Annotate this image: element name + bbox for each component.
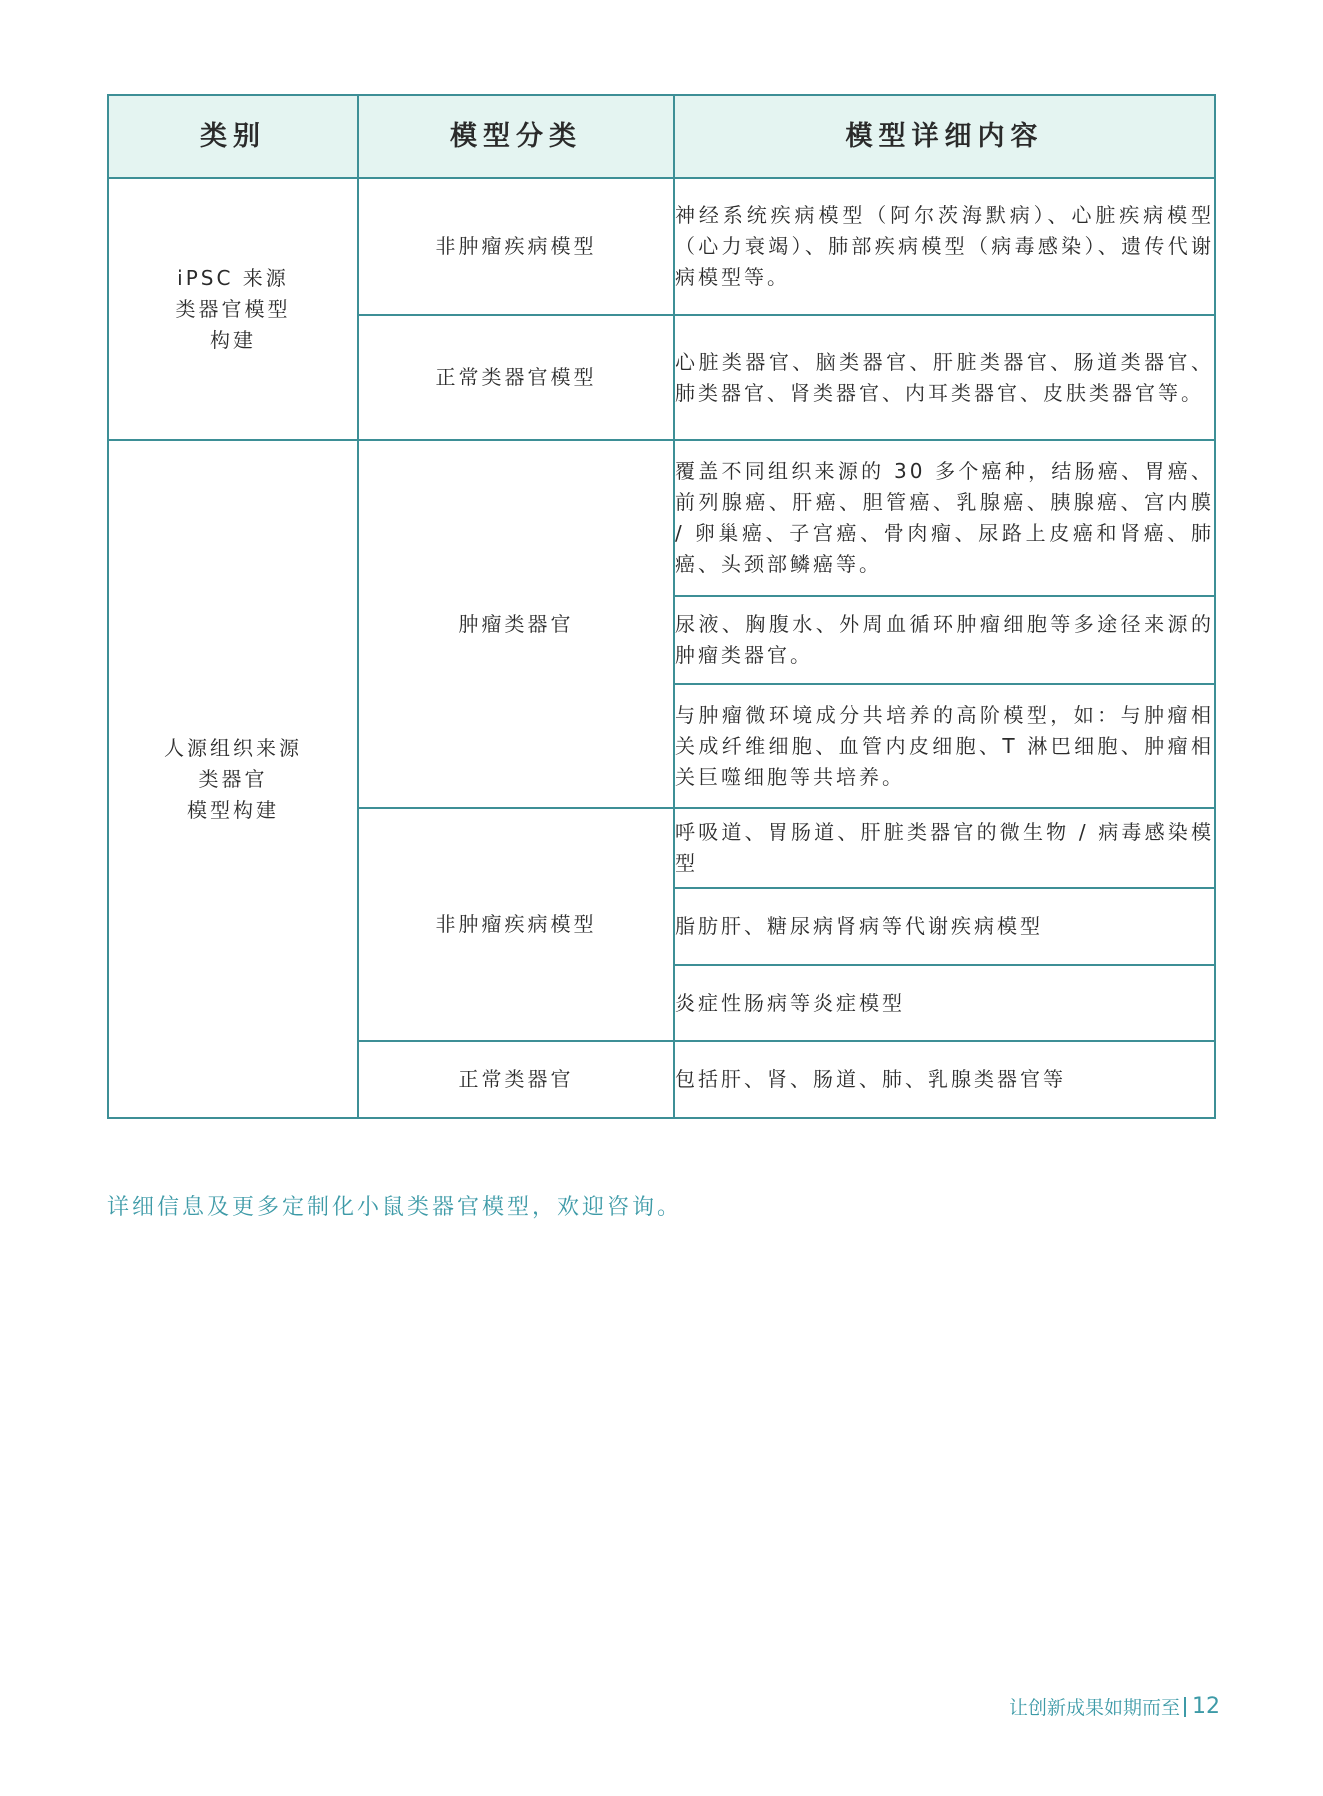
detail-cell: 包括肝、肾、肠道、肺、乳腺类器官等 bbox=[674, 1041, 1215, 1118]
header-model-details: 模型详细内容 bbox=[674, 95, 1215, 178]
table-row bbox=[108, 440, 1215, 596]
footer-slogan: 让创新成果如期而至 bbox=[1008, 1697, 1180, 1719]
header-model-type: 模型分类 bbox=[358, 95, 674, 178]
subtype-cell: 非肿瘤疾病模型 bbox=[358, 808, 674, 1041]
page-number: 12 bbox=[1192, 1694, 1220, 1719]
detail-cell: 心脏类器官、脑类器官、肝脏类器官、肠道类器官、肺类器官、肾类器官、内耳类器官、皮肤类器官等。 bbox=[674, 315, 1215, 440]
table-row bbox=[108, 178, 1215, 315]
subtype-cell: 正常类器官 bbox=[358, 1041, 674, 1118]
header-category: 类别 bbox=[108, 95, 358, 178]
contact-note: 详细信息及更多定制化小鼠类器官模型，欢迎咨询。 bbox=[107, 1195, 683, 1220]
subtype-cell: 肿瘤类器官 bbox=[358, 440, 674, 808]
subtype-cell: 正常类器官模型 bbox=[358, 315, 674, 440]
detail-cell: 呼吸道、胃肠道、肝脏类器官的微生物 / 病毒感染模型 bbox=[674, 808, 1215, 888]
detail-cell: 神经系统疾病模型（阿尔茨海默病）、心脏疾病模型（心力衰竭）、肺部疾病模型（病毒感染）、遗传代谢病模型等。 bbox=[674, 178, 1215, 315]
detail-cell: 与肿瘤微环境成分共培养的高阶模型，如：与肿瘤相关成纤维细胞、血管内皮细胞、T 淋巴细胞、肿瘤相关巨噬细胞等共培养。 bbox=[674, 684, 1215, 808]
detail-cell: 尿液、胸腹水、外周血循环肿瘤细胞等多途径来源的肿瘤类器官。 bbox=[674, 596, 1215, 684]
page-footer bbox=[1009, 1693, 1220, 1720]
category-human-tissue: 人源组织来源 类器官 模型构建 bbox=[108, 440, 358, 1118]
category-ipsc: iPSC 来源 类器官模型 构建 bbox=[108, 178, 358, 440]
footer-divider bbox=[1184, 1697, 1186, 1717]
organoid-model-table bbox=[107, 94, 1216, 1119]
detail-cell: 炎症性肠病等炎症模型 bbox=[674, 965, 1215, 1041]
subtype-cell: 非肿瘤疾病模型 bbox=[358, 178, 674, 315]
detail-cell: 覆盖不同组织来源的 30 多个癌种，结肠癌、胃癌、前列腺癌、肝癌、胆管癌、乳腺癌、胰腺癌、宫内膜 / 卵巢癌、子宫癌、骨肉瘤、尿路上皮癌和肾癌、肺癌、头颈部鳞癌等。 bbox=[674, 440, 1215, 596]
detail-cell: 脂肪肝、糖尿病肾病等代谢疾病模型 bbox=[674, 888, 1215, 965]
table-header-row bbox=[108, 95, 1215, 178]
